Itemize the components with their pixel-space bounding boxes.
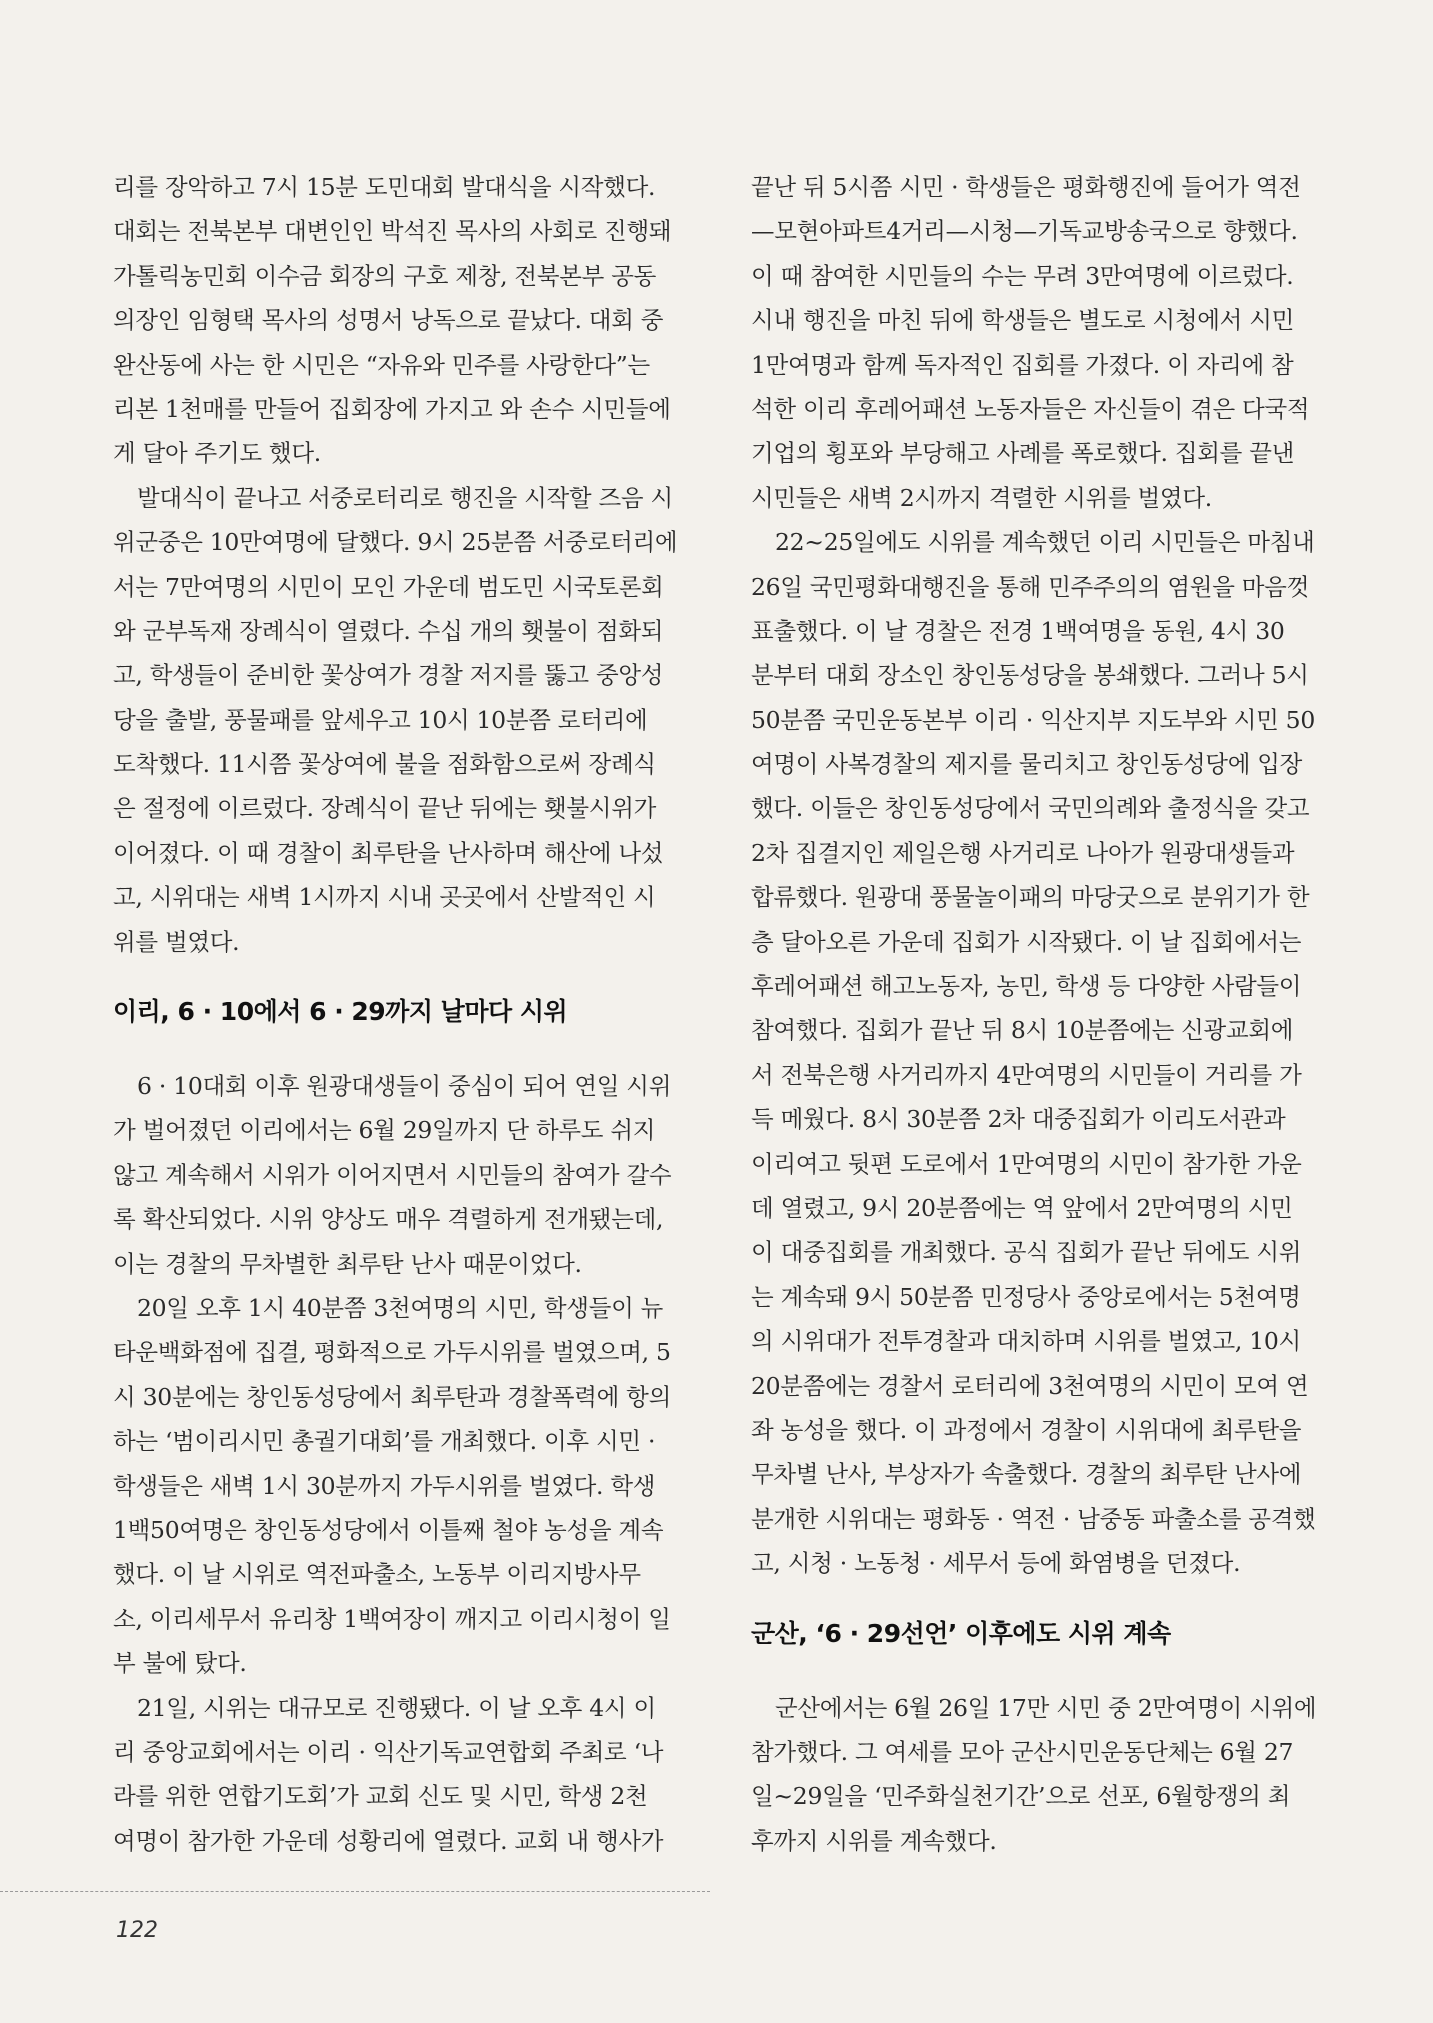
text-line: 후까지 시위를 계속했다. [751, 1826, 997, 1855]
text-line: 1백50여명은 창인동성당에서 이틀째 철야 농성을 계속 [113, 1515, 664, 1544]
text-line: 고, 시위대는 새벽 1시까지 시내 곳곳에서 산발적인 시 [113, 883, 656, 912]
text-line: 위군중은 10만여명에 달했다. 9시 25분쯤 서중로터리에 [113, 528, 678, 557]
text-line: 여명이 사복경찰의 제지를 물리치고 창인동성당에 입장 [751, 750, 1303, 779]
text-line: 의 시위대가 전투경찰과 대치하며 시위를 벌였고, 10시 [751, 1327, 1301, 1356]
text-line: 했다. 이들은 창인동성당에서 국민의례와 출정식을 갖고 [751, 794, 1310, 823]
text-line: 합류했다. 원광대 풍물놀이패의 마당굿으로 분위기가 한 [751, 883, 1310, 912]
text-line: 학생들은 새벽 1시 30분까지 가두시위를 벌였다. 학생 [113, 1471, 656, 1500]
text-line: 2차 집결지인 제일은행 사거리로 나아가 원광대생들과 [751, 838, 1295, 867]
text-line: 군산에서는 6월 26일 17만 시민 중 2만여명이 시위에 [775, 1693, 1317, 1722]
text-line: 참여했다. 집회가 끝난 뒤 8시 10분쯤에는 신광교회에 [751, 1016, 1294, 1045]
text-line: 라를 위한 연합기도회’가 교회 신도 및 시민, 학생 2천 [113, 1782, 648, 1811]
text-line: 는 계속돼 9시 50분쯤 민정당사 중앙로에서는 5천여명 [751, 1282, 1301, 1311]
text-line: 기업의 횡포와 부당해고 사례를 폭로했다. 집회를 끝낸 [751, 439, 1295, 468]
text-line: 이는 경찰의 무차별한 최루탄 난사 때문이었다. [113, 1249, 582, 1278]
left-column [113, 165, 703, 1863]
text-line: —모현아파트4거리—시청—기독교방송국으로 향했다. [751, 217, 1298, 246]
text-line: 가톨릭농민회 이수금 회장의 구호 제창, 전북본부 공동 [113, 261, 657, 290]
text-line: 22~25일에도 시위를 계속했던 이리 시민들은 마침내 [775, 528, 1315, 557]
text-line: 석한 이리 후레어패션 노동자들은 자신들이 겪은 다국적 [751, 394, 1310, 423]
text-line: 않고 계속해서 시위가 이어지면서 시민들의 참여가 갈수 [113, 1160, 672, 1189]
text-line: 후레어패션 해고노동자, 농민, 학생 등 다양한 사람들이 [751, 972, 1302, 1001]
text-line: 이어졌다. 이 때 경찰이 최루탄을 난사하며 해산에 나섰 [113, 838, 664, 867]
text-line: 발대식이 끝나고 서중로터리로 행진을 시작할 즈음 시 [137, 483, 673, 512]
text-line: 득 메웠다. 8시 30분쯤 2차 대중집회가 이리도서관과 [751, 1105, 1286, 1134]
text-line: 대회는 전북본부 대변인인 박석진 목사의 사회로 진행돼 [113, 217, 672, 246]
text-line: 고, 학생들이 준비한 꽃상여가 경찰 저지를 뚫고 중앙성 [113, 661, 664, 690]
text-line: 당을 출발, 풍물패를 앞세우고 10시 10분쯤 로터리에 [113, 705, 648, 734]
right-column [751, 165, 1341, 1863]
text-line: 하는 ‘범이리시민 총궐기대회’를 개최했다. 이후 시민 · [113, 1427, 656, 1456]
text-line: 리를 장악하고 7시 15분 도민대회 발대식을 시작했다. [113, 173, 656, 201]
text-line: 이리여고 뒷편 도로에서 1만여명의 시민이 참가한 가운 [751, 1149, 1302, 1178]
text-line: 참가했다. 그 여세를 모아 군산시민운동단체는 6월 27 [751, 1737, 1294, 1766]
text-line: 도착했다. 11시쯤 꽃상여에 불을 점화함으로써 장례식 [113, 750, 656, 779]
text-line: 시민들은 새벽 2시까지 격렬한 시위를 벌였다. [751, 483, 1212, 512]
text-line: 시내 행진을 마친 뒤에 학생들은 별도로 시청에서 시민 [751, 306, 1295, 335]
text-line: 6 · 10대회 이후 원광대생들이 중심이 되어 연일 시위 [137, 1072, 672, 1101]
text-line: 무차별 난사, 부상자가 속출했다. 경찰의 최루탄 난사에 [751, 1460, 1302, 1489]
text-line: 은 절정에 이르렀다. 장례식이 끝난 뒤에는 횃불시위가 [113, 794, 657, 823]
text-line: 서는 7만여명의 시민이 모인 가운데 범도민 시국토론회 [113, 572, 664, 601]
text-line: 리 중앙교회에서는 이리 · 익산기독교연합회 주최로 ‘나 [113, 1737, 664, 1766]
text-line: 소, 이리세무서 유리창 1백여장이 깨지고 이리시청이 일 [113, 1604, 671, 1633]
text-line: 시 30분에는 창인동성당에서 최루탄과 경찰폭력에 항의 [113, 1382, 671, 1411]
text-line: 일~29일을 ‘민주화실천기간’으로 선포, 6월항쟁의 최 [751, 1782, 1291, 1811]
text-line: 이 때 참여한 시민들의 수는 무려 3만여명에 이르렀다. [751, 261, 1294, 290]
text-line: 끝난 뒤 5시쯤 시민 · 학생들은 평화행진에 들어가 역전 [751, 173, 1301, 201]
text-line: 좌 농성을 했다. 이 과정에서 경찰이 시위대에 최루탄을 [751, 1415, 1302, 1444]
section-heading: 이리, 6 · 10에서 6 · 29까지 날마다 시위 [113, 997, 568, 1027]
text-line: 26일 국민평화대행진을 통해 민주주의의 염원을 마음껏 [751, 572, 1309, 601]
footer-divider [0, 1891, 710, 1892]
text-line: 이 대중집회를 개최했다. 공식 집회가 끝난 뒤에도 시위 [751, 1238, 1302, 1267]
text-line: 위를 벌였다. [113, 927, 240, 956]
page-number: 122 [116, 1918, 158, 1943]
text-line: 데 열렸고, 9시 20분쯤에는 역 앞에서 2만여명의 시민 [751, 1193, 1293, 1222]
text-line: 여명이 참가한 가운데 성황리에 열렸다. 교회 내 행사가 [113, 1826, 664, 1855]
text-line: 분개한 시위대는 평화동 · 역전 · 남중동 파출소를 공격했 [751, 1504, 1316, 1533]
text-line: 게 달아 주기도 했다. [113, 439, 321, 468]
text-line: 20분쯤에는 경찰서 로터리에 3천여명의 시민이 모여 연 [751, 1371, 1309, 1400]
text-line: 서 전북은행 사거리까지 4만여명의 시민들이 거리를 가 [751, 1060, 1302, 1089]
text-line: 했다. 이 날 시위로 역전파출소, 노동부 이리지방사무 [113, 1560, 641, 1589]
text-line: 분부터 대회 장소인 창인동성당을 봉쇄했다. 그러나 5시 [751, 661, 1309, 690]
text-line: 50분쯤 국민운동본부 이리 · 익산지부 지도부와 시민 50 [751, 705, 1315, 734]
text-line: 타운백화점에 집결, 평화적으로 가두시위를 벌였으며, 5 [113, 1338, 671, 1367]
text-line: 층 달아오른 가운데 집회가 시작됐다. 이 날 집회에서는 [751, 927, 1302, 956]
text-line: 완산동에 사는 한 시민은 “자유와 민주를 사랑한다”는 [113, 350, 650, 379]
text-line: 록 확산되었다. 시위 양상도 매우 격렬하게 전개됐는데, [113, 1205, 664, 1234]
text-line: 와 군부독재 장례식이 열렸다. 수십 개의 횃불이 점화되 [113, 616, 664, 645]
text-line: 21일, 시위는 대규모로 진행됐다. 이 날 오후 4시 이 [137, 1693, 656, 1722]
text-line: 가 벌어졌던 이리에서는 6월 29일까지 단 하루도 쉬지 [113, 1116, 656, 1145]
section-heading: 군산, ‘6 · 29선언’ 이후에도 시위 계속 [751, 1618, 1171, 1648]
text-line: 리본 1천매를 만들어 집회장에 가지고 와 손수 시민들에 [113, 394, 671, 423]
text-line: 표출했다. 이 날 경찰은 전경 1백여명을 동원, 4시 30 [751, 616, 1285, 645]
text-line: 고, 시청 · 노동청 · 세무서 등에 화염병을 던졌다. [751, 1549, 1241, 1578]
text-line: 1만여명과 함께 독자적인 집회를 가졌다. 이 자리에 참 [751, 350, 1294, 379]
text-line: 의장인 임형택 목사의 성명서 낭독으로 끝났다. 대회 중 [113, 306, 664, 335]
text-line: 부 불에 탔다. [113, 1649, 247, 1678]
text-line: 20일 오후 1시 40분쯤 3천여명의 시민, 학생들이 뉴 [137, 1293, 664, 1322]
